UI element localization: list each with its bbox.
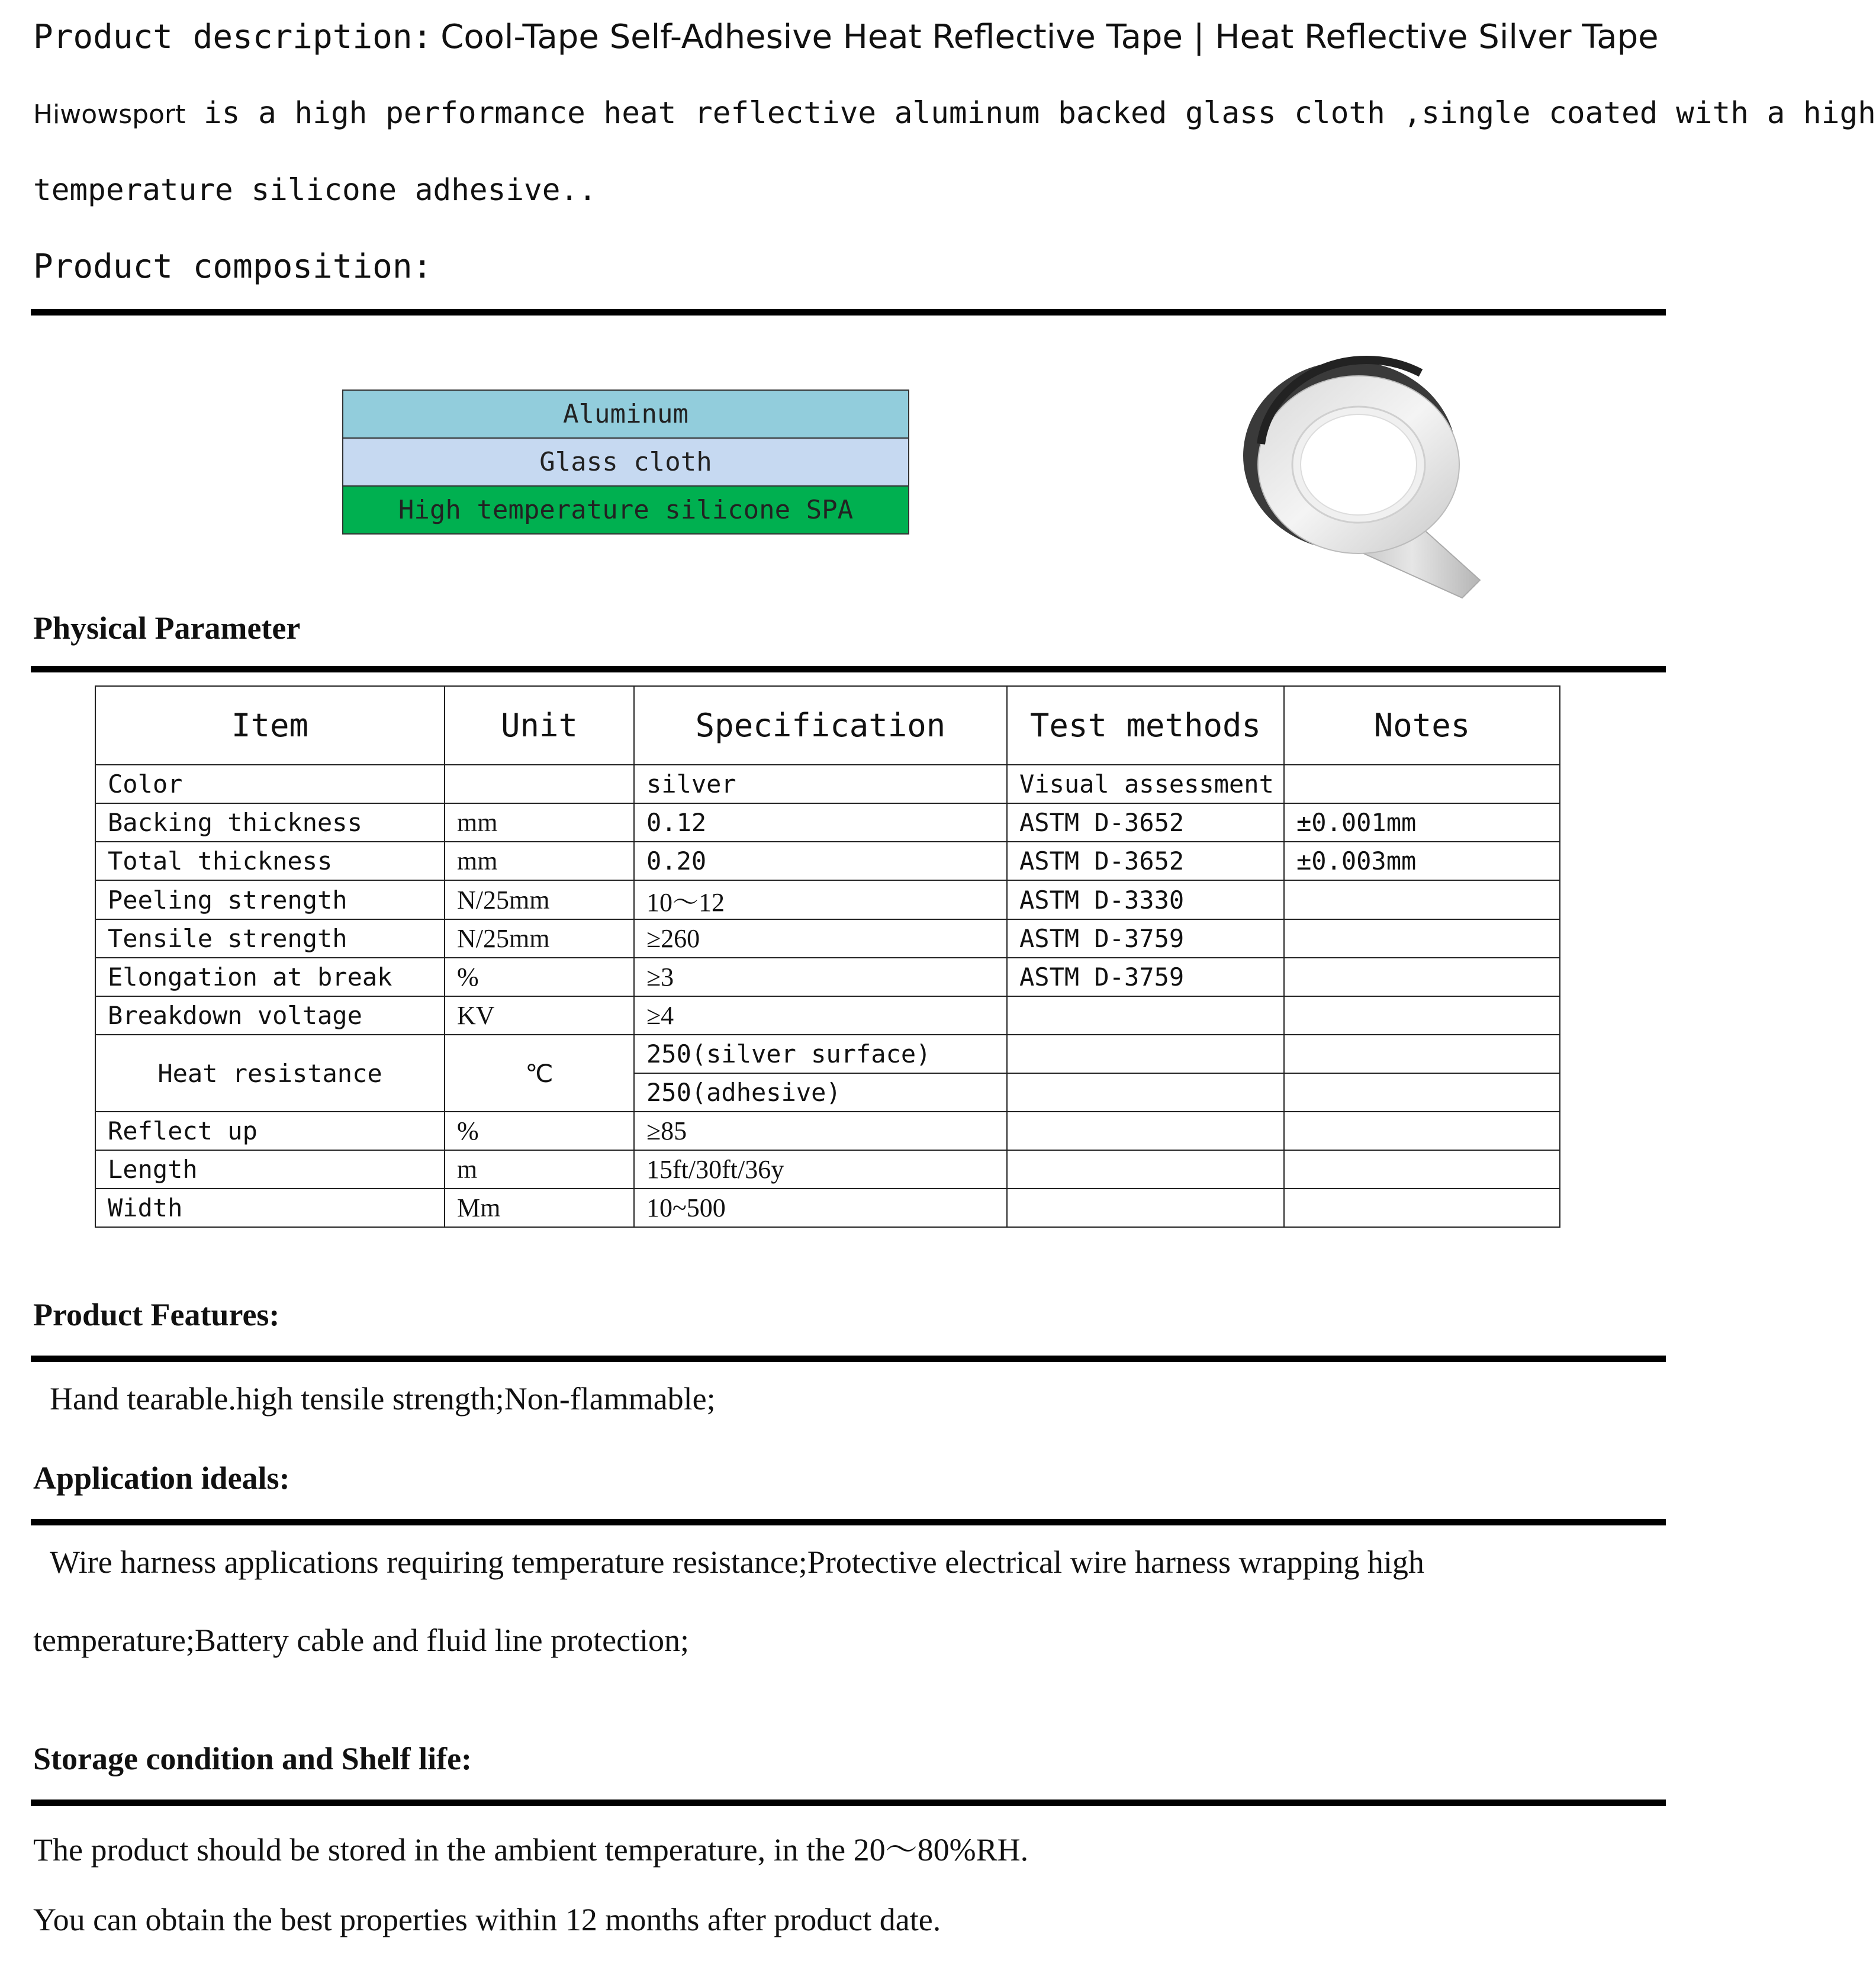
description-line-2: temperature silicone adhesive.. (33, 173, 597, 208)
cell-item: Backing thickness (95, 803, 445, 842)
storage-text-1: The product should be stored in the ambient temperature, in the 20～80%RH. (33, 1832, 1029, 1868)
features-heading: Product Features: (33, 1297, 280, 1332)
column-header-item: Item (95, 686, 445, 765)
column-header-specification: Specification (634, 686, 1007, 765)
application-text-1: Wire harness applications requiring temperature resistance;Protective electrical wire harness wrapping high (50, 1544, 1424, 1580)
cell-spec: 10～12 (634, 880, 1007, 919)
cell-unit: m (445, 1150, 634, 1189)
application-divider (31, 1519, 1666, 1525)
composition-divider (31, 309, 1666, 316)
cell-notes (1284, 1073, 1560, 1112)
table-row (95, 803, 1560, 842)
table-row (95, 842, 1560, 880)
cell-unit-heat-resistance: ℃ (445, 1035, 634, 1112)
layer-glass-cloth: Glass cloth (343, 439, 908, 487)
column-header-unit: Unit (445, 686, 634, 765)
cell-notes (1284, 958, 1560, 996)
cell-test (1007, 1073, 1284, 1112)
physical-parameter-table (95, 685, 1560, 1228)
physical-heading: Physical Parameter (33, 610, 301, 646)
cell-notes (1284, 919, 1560, 958)
cell-spec: ≥85 (634, 1112, 1007, 1150)
application-heading: Application ideals: (33, 1460, 290, 1496)
storage-heading: Storage condition and Shelf life: (33, 1741, 472, 1776)
cell-spec: ≥260 (634, 919, 1007, 958)
cell-test: ASTM D-3759 (1007, 919, 1284, 958)
description-line-1 (33, 96, 1876, 131)
cell-spec: 0.12 (634, 803, 1007, 842)
cell-test: ASTM D-3330 (1007, 880, 1284, 919)
cell-item: Color (95, 765, 445, 803)
table-row (95, 1189, 1560, 1227)
cell-test (1007, 1150, 1284, 1189)
cell-item: Elongation at break (95, 958, 445, 996)
cell-notes: ±0.001mm (1284, 803, 1560, 842)
storage-divider (31, 1799, 1666, 1806)
product-description-label: Product description: (33, 18, 433, 56)
cell-item: Peeling strength (95, 880, 445, 919)
table-row (95, 919, 1560, 958)
cell-item: Tensile strength (95, 919, 445, 958)
table-row (95, 1150, 1560, 1189)
cell-unit: KV (445, 996, 634, 1035)
cell-spec: ≥4 (634, 996, 1007, 1035)
cell-notes (1284, 1035, 1560, 1073)
cell-item: Length (95, 1150, 445, 1189)
cell-notes (1284, 880, 1560, 919)
features-text: Hand tearable.high tensile strength;Non-flammable; (50, 1381, 716, 1417)
cell-unit (445, 765, 634, 803)
composition-layers (342, 389, 909, 535)
cell-unit: mm (445, 842, 634, 880)
cell-item: Width (95, 1189, 445, 1227)
table-row (95, 996, 1560, 1035)
table-row (95, 1035, 1560, 1073)
cell-test: Visual assessment (1007, 765, 1284, 803)
table-row (95, 880, 1560, 919)
features-divider (31, 1356, 1666, 1362)
cell-spec: 0.20 (634, 842, 1007, 880)
cell-test (1007, 1112, 1284, 1150)
table-row (95, 1112, 1560, 1150)
cell-notes (1284, 1189, 1560, 1227)
physical-divider (31, 666, 1666, 672)
cell-unit: Mm (445, 1189, 634, 1227)
cell-notes (1284, 1150, 1560, 1189)
cell-notes (1284, 765, 1560, 803)
product-title: Cool-Tape Self-Adhesive Heat Reflective Tape | Heat Reflective Silver Tape (440, 18, 1659, 56)
cell-notes: ±0.003mm (1284, 842, 1560, 880)
cell-item: Breakdown voltage (95, 996, 445, 1035)
storage-text-2: You can obtain the best properties within 12 months after product date. (33, 1902, 941, 1937)
product-description-line (33, 18, 1659, 56)
cell-spec-silver-surface: 250(silver surface) (634, 1035, 1007, 1073)
tape-roll-image (1225, 349, 1510, 627)
cell-spec: 10~500 (634, 1189, 1007, 1227)
cell-test (1007, 1035, 1284, 1073)
cell-item: Reflect up (95, 1112, 445, 1150)
cell-notes (1284, 996, 1560, 1035)
cell-test: ASTM D-3759 (1007, 958, 1284, 996)
description-text-1: is a high performance heat reflective aluminum backed glass cloth ,single coated with a high (185, 96, 1876, 131)
column-header-notes: Notes (1284, 686, 1560, 765)
cell-test (1007, 1189, 1284, 1227)
table-header-row (95, 686, 1560, 765)
column-header-test-methods: Test methods (1007, 686, 1284, 765)
cell-test: ASTM D-3652 (1007, 803, 1284, 842)
layer-aluminum: Aluminum (343, 391, 908, 439)
cell-spec-adhesive: 250(adhesive) (634, 1073, 1007, 1112)
cell-spec: silver (634, 765, 1007, 803)
cell-unit: N/25mm (445, 880, 634, 919)
table-row (95, 765, 1560, 803)
application-text-2: temperature;Battery cable and fluid line protection; (33, 1623, 690, 1658)
cell-notes (1284, 1112, 1560, 1150)
cell-test (1007, 996, 1284, 1035)
cell-unit: % (445, 958, 634, 996)
cell-unit: N/25mm (445, 919, 634, 958)
layer-silicone: High temperature silicone SPA (343, 487, 908, 533)
composition-heading: Product composition: (33, 247, 433, 286)
brand-name: Hiwowsport (33, 99, 186, 130)
cell-unit: mm (445, 803, 634, 842)
cell-unit: % (445, 1112, 634, 1150)
cell-item: Total thickness (95, 842, 445, 880)
cell-item-heat-resistance: Heat resistance (95, 1035, 445, 1112)
cell-spec: ≥3 (634, 958, 1007, 996)
table-row (95, 958, 1560, 996)
cell-spec: 15ft/30ft/36y (634, 1150, 1007, 1189)
cell-test: ASTM D-3652 (1007, 842, 1284, 880)
